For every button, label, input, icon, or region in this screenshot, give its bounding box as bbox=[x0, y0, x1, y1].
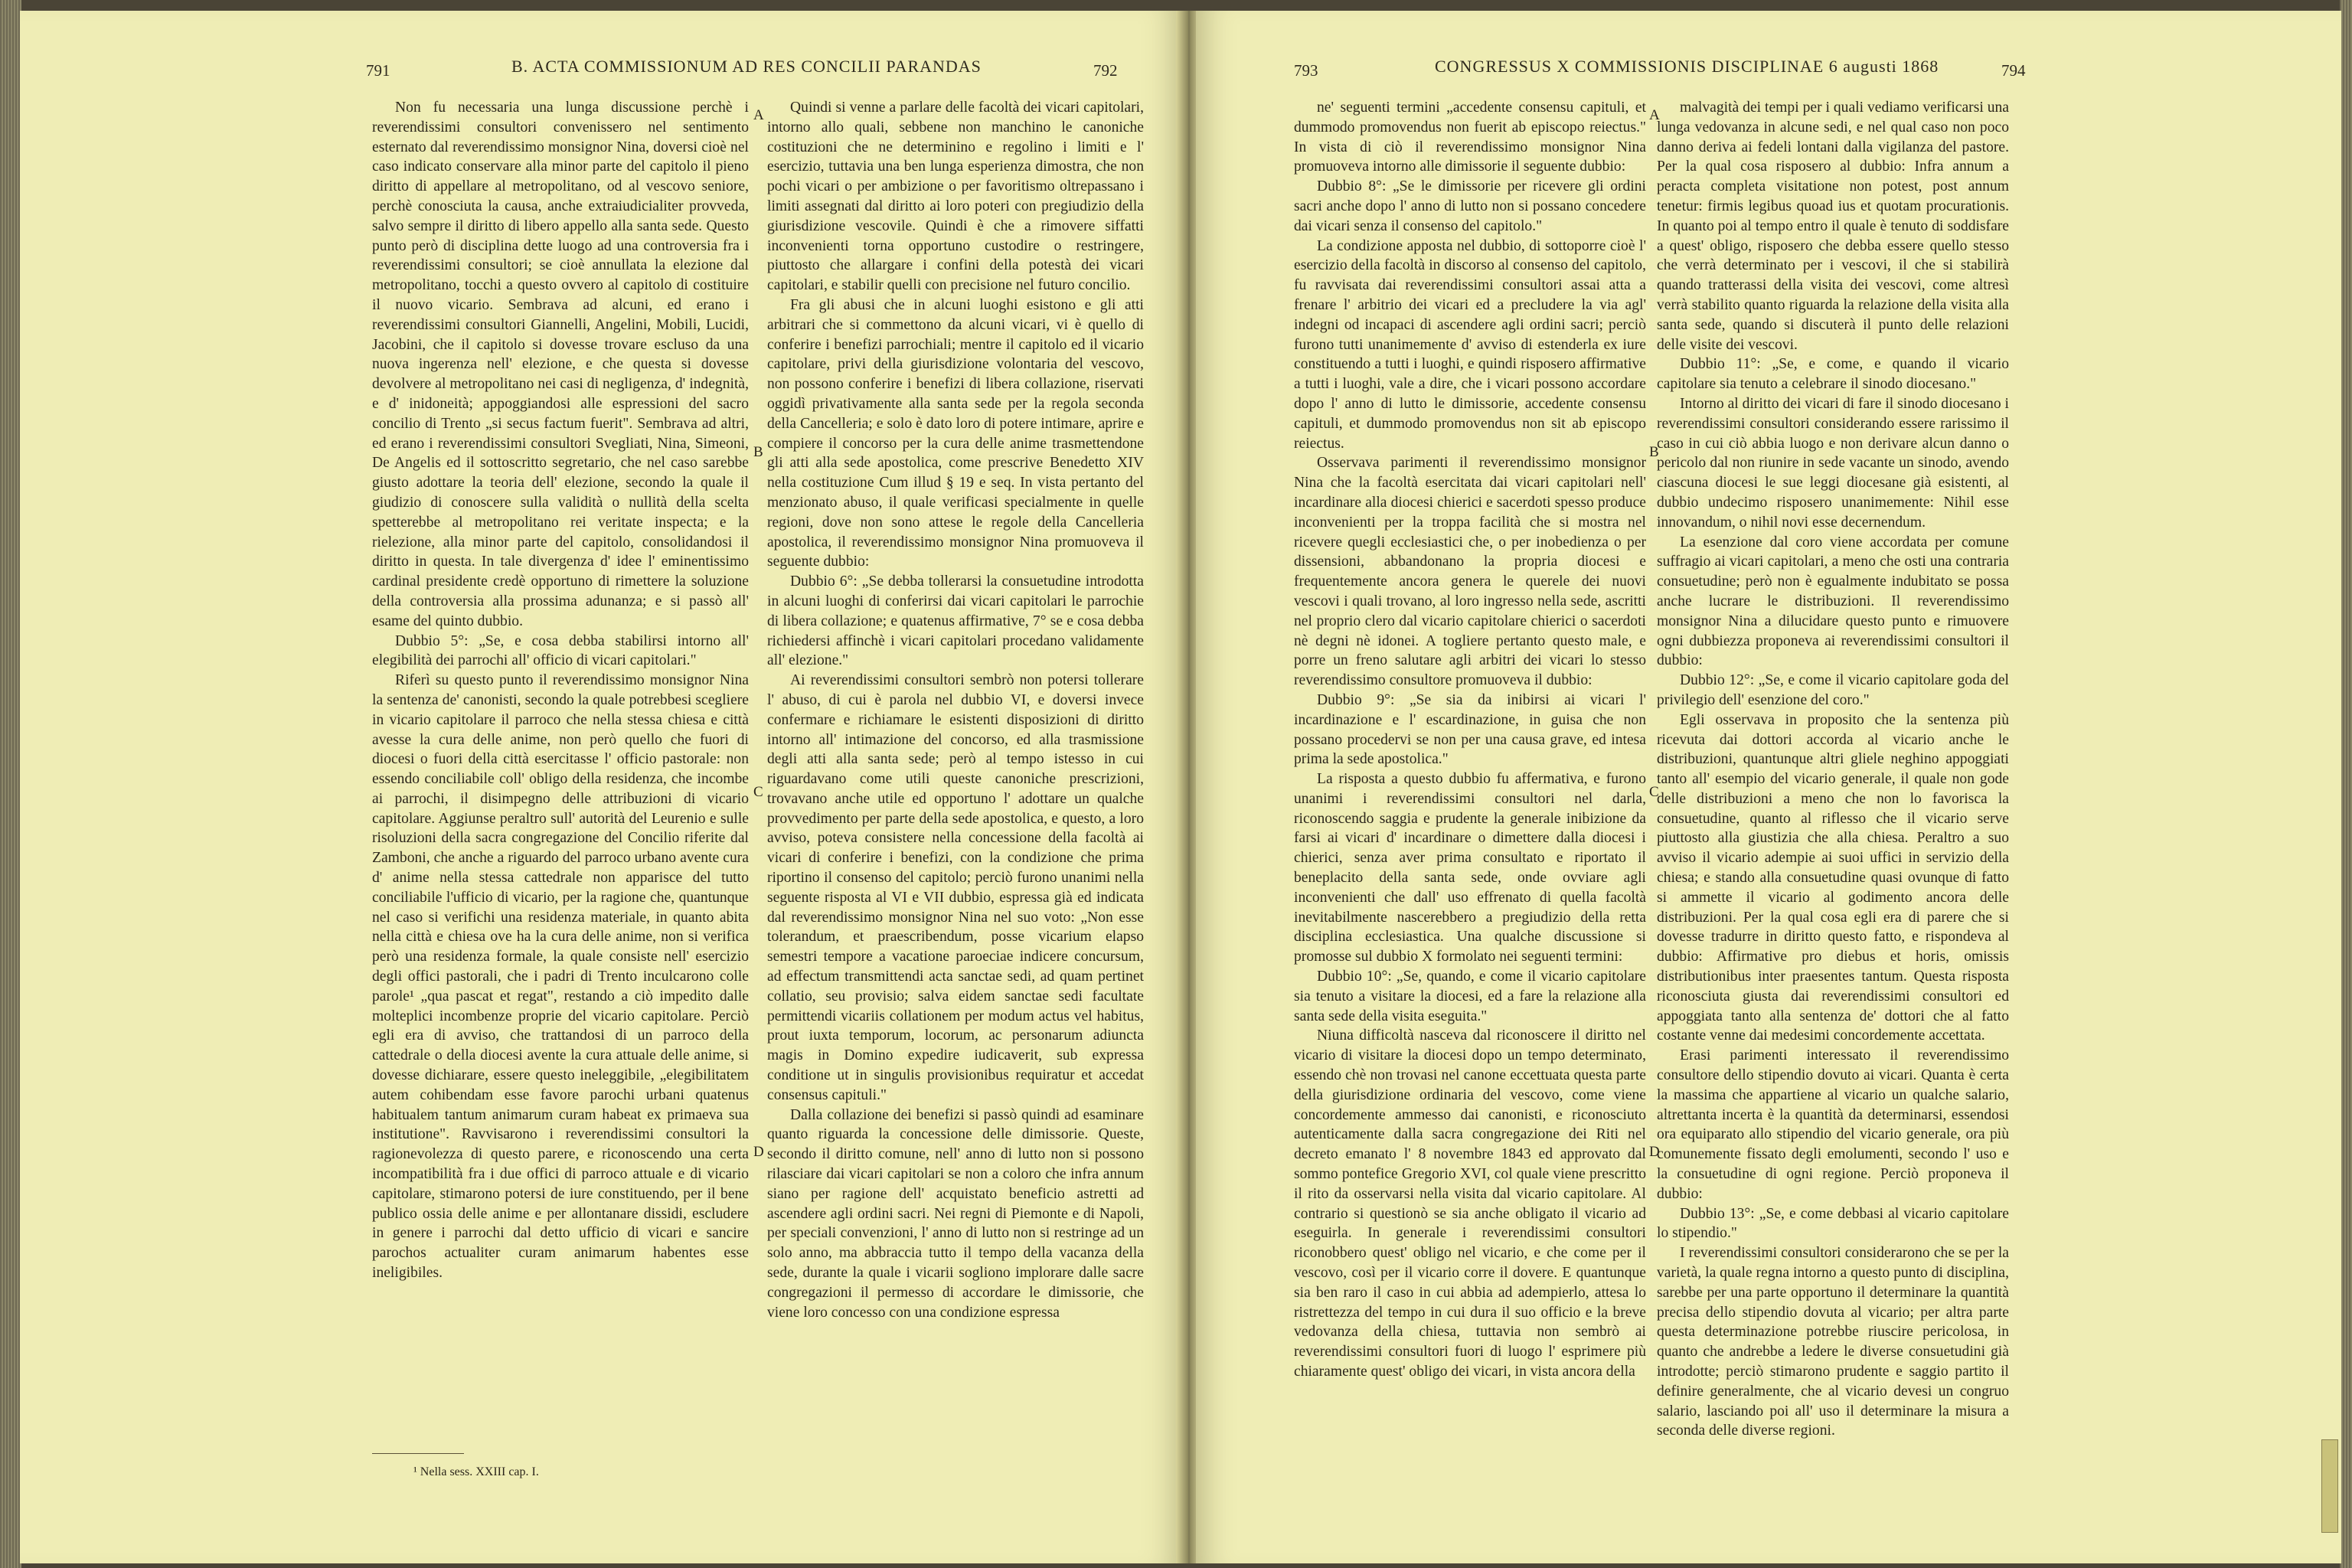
paragraph: Niuna difficoltà nasceva dal riconoscere il diritto nel vicario di visitare la diocesi dopo un tempo determinato, essendo chè non trovasi nel canone eccettuata questa parte della giurisdizione ordinaria del vescovo, come viene concordemente ammesso dai canonisti, e riconosciuto autenticamente dalla sacra congregazione dei Riti nel decreto emanato l' 8 novembre 1843 ed approvato dal sommo pontefice Gregorio XVI, col quale viene prescritto il rito da osservarsi nella visita dal vicario capitolare. Al contrario si questionò se sia anche obligato il vicario ad eseguirla. In generale i reverendissimi consultori riconobbero quest' obligo nel vicario, e che come per il vescovo, così per il vicario corre il dovere. E quantunque sia ben raro il caso in cui abbia ad adempierlo, attesa lo ristrettezza del tempo in cui dura il suo officio e la breve vedovanza della chiesa, tuttavia non sembrò ai reverendissimi consultori fuori di luogo l' esprimere più chiaramente quest' obligo dei vicari, in vista ancora della bbox=[1294, 1027, 1646, 1380]
paragraph: Dubbio 9°: „Se sia da inibirsi ai vicari l' incardinazione e l' escardinazione, in guisa che non possano procedervi se non per una causa grave, ed intesa prima la sede apostolica." bbox=[1294, 691, 1646, 768]
paragraph: Dubbio 12°: „Se, e come il vicario capitolare goda del privilegio dell' esenzione del coro." bbox=[1657, 672, 2009, 708]
page-number-792: 792 bbox=[1093, 61, 1118, 80]
paragraph: Non fu necessaria una lunga discussione perchè i reverendissimi consultori convenissero nel sentimento esternato dal reverendissimo monsignor Nina, doversi cioè nel caso indicato conservare alla minor parte del capitolo il pieno diritto di appellare al metropolitano, od al vescovo seniore, perchè conosciuta la causa, anche extraiudicialiter provveda, salvo sempre il diritto di libero appello alla santa sede. Questo punto però di disciplina dette luogo ad una controversia fra i reverendissimi consultori; se cioè annullata la elezione dal metropolitano, tocchi a questo ovvero al capitolo di costituire il nuovo vicario. Sembrava ad alcuni, ed erano i reverendissimi consultori Giannelli, Angelini, Mobili, Lucidi, Jacobini, che il capitolo si dovesse trovare escluso da una nuova ingerenza nell' elezione, e che questa si dovesse devolvere al metropolitano nei casi di negligenza, d' indegnità, e d' inidoneità; appoggiandosi alle espressioni del sacro concilio di Trento „si secus factum fuerit". Sembrava ad altri, ed erano i reverendissimi consultori Svegliati, Nina, Simeoni, De Angelis ed il sottoscritto segretario, che nel caso sarebbe giusto adottare la teoria dell' elezione, secondo la quale il giudizio di conoscere sulla validità o nullità della scelta spetterebbe al metropolitano rei veritate inspecta; e la rielezione, alla minor parte del capitolo, consolidandosi il diritto in questa. In tale divergenza d' idee l' eminentissimo cardinal presidente credè opportuno di rimettere la soluzione della controversia alla prossima adunanza; e si passò all' esame del quinto dubbio. bbox=[372, 100, 749, 629]
bookmark-tab bbox=[2321, 1439, 2338, 1533]
paragraph: Erasi parimenti interessato il reverendissimo consultore dello stipendio dovuto ai vicari. Quanta è certa la massima che appartiene al vicario un qualche salario, altrettanta incerta è la quantità da determinarsi, essendosi ora equiparato allo stipendio del vicario generale, ora più comunemente fissato degli emolumenti, secondo l' uso e la consuetudine di ogni regione. Perciò proponeva il dubbio: bbox=[1657, 1047, 2009, 1202]
running-head-left: B. ACTA COMMISSIONUM AD RES CONCILII PARANDAS bbox=[511, 57, 982, 76]
section-marker: D bbox=[753, 1144, 764, 1160]
paragraph: Quindi si venne a parlare delle facoltà dei vicari capitolari, intorno allo quali, sebbene non manchino le canoniche costituzioni che ne determinino e regolino i limiti e l' esercizio, tuttavia una ben lunga esperienza dimostra, che non pochi vicari o per ambizione o per favoritismo oltrepassano i limiti assegnati dal diritto ai loro poteri con pregiudizio della giurisdizione vescovile. Quindi è che a rimovere siffatti inconvenienti torna opportuno custodire o restringere, piuttosto che allargare i confini della potestà dei vicari capitolari, e stabilir quelli con precisione nel futuro concilio. bbox=[767, 100, 1144, 294]
paragraph: Dubbio 13°: „Se, e come debbasi al vicario capitolare lo stipendio." bbox=[1657, 1205, 2009, 1242]
left-page-column-1 bbox=[372, 98, 749, 1283]
section-marker: C bbox=[753, 784, 763, 800]
paragraph: Dalla collazione dei benefizi si passò quindi ad esaminare quanto riguarda la concessione delle dimissorie. Queste, secondo il diritto comune, nell' anno di lutto non si possono rilasciare dai vicari capitolari se non a coloro che infra annum siano per ragione dell' acquistato beneficio astretti ad ascendere agli ordini sacri. Nei regni di Piemonte e di Napoli, per speciali convenzioni, l' anno di lutto non si restringe ad un solo anno, ma abbraccia tutto il tempo della vacanza della sede, durante la quale i vicarii sogliono implorare dalle sacre congregazioni il permesso di accordare le dimissorie, che viene loro concesso con una condizione espressa bbox=[767, 1106, 1144, 1321]
paragraph: Dubbio 10°: „Se, quando, e come il vicario capitolare sia tenuto a visitare la diocesi, ed a fare la relazione alla santa sede della visita eseguita." bbox=[1294, 969, 1646, 1024]
paragraph: Intorno al diritto dei vicari di fare il sinodo diocesano i reverendissimi consultori considerando essere rarissimo il caso in cui ciò abbia luogo e non derivare alcun danno o pericolo dal non riunire in sede vacante un sinodo, avendo ciascuna diocesi le sue leggi diocesane già esistenti, al dubbio undecimo risposero unanimemente: Nihil esse innovandum, o nihil novi esse decernendum. bbox=[1657, 395, 2009, 531]
paragraph: malvagità dei tempi per i quali vediamo verificarsi una lunga vedovanza in alcune sedi, e nel qual caso non poco danno deriva ai fedeli lontani dalla vigilanza del pastore. Per la qual cosa risposero al dubbio: Infra annum a peracta completa visitatione non potest, post annum tenetur: firmis legibus quoad ius et quotam procurationis. In quanto poi al tempo entro il quale è tenuto di soddisfare a quest' obligo, risposero che debba essere quello stesso che verrà determinato per i vescovi, il che si stabilirà quando tratterassi della visita dei vescovi, come altresì verrà stabilito quanto riguarda la relazione della visita alla santa sede, quando si discuterà il punto delle relazioni delle visite dei vescovi. bbox=[1657, 100, 2009, 353]
paragraph: Fra gli abusi che in alcuni luoghi esistono e gli atti arbitrari che si commettono da alcuni vicari, vi è quello di conferire i benefizi parrochiali; mentre il capitolo ed il vicario capitolare, privi della giurisdizione volontaria del vescovo, non possono conferire i benefizi di libera collazione, riservati oggidì privativamente alla santa sede per la regola seconda della Cancelleria; e solo è dato loro di potere intimare, aprire e compiere il concorso per la cura delle anime trasmettendone gli atti alla sede apostolica, come prescrive Benedetto XIV nella costituzione Cum illud § 19 e seq. In vista pertanto del menzionato abuso, il quale verificasi specialmente in quelle regioni, dove non sono attese le regole della Cancelleria apostolica, il reverendissimo monsignor Nina promuoveva il seguente dubbio: bbox=[767, 296, 1144, 570]
paragraph: Dubbio 6°: „Se debba tollerarsi la consuetudine introdotta in alcuni luoghi di conferirsi dai vicari capitolari le parrochie di libera collazione; e quatenus affirmative, 7° se e cosa debba richiedersi affinchè i vicari capitolari procedano validamente all' elezione." bbox=[767, 573, 1144, 669]
page-number-794: 794 bbox=[2001, 61, 2026, 80]
paragraph: Osservava parimenti il reverendissimo monsignor Nina che la facoltà esercitata dai vicari capitolari nell' incardinare alla diocesi chierici e sacerdoti spesso produce inconvenienti per la troppa facilità che si mostra nel ricevere quegli ecclesiastici che, o per inobedienza o per dissensioni, abbandonano la propria diocesi e frequentemente ancora genera le querele dei nuovi vescovi i quali trovano, al loro ingresso nella sede, ascritti nel proprio clero dal vicario capitolare chierici o sacerdoti nè degni nè idonei. A togliere pertanto questo male, e porre un freno salutare agli arbitri dei vicari lo stesso reverendissimo consultore promuoveva il dubbio: bbox=[1294, 455, 1646, 689]
paragraph: Riferì su questo punto il reverendissimo monsignor Nina la sentenza de' canonisti, secondo la quale potrebbesi scegliere in vicario capitolare il parroco che nella stessa chiesa e città avesse la cura delle anime, non però quello che fuori di diocesi o fuori della città esercitasse l' officio pastorale: non essendo conciliabile coll' obligo della residenza, che incombe ai parrochi, il disimpegno delle attribuzioni di vicario capitolare. Aggiunse peraltro sull' autorità del Leurenio e sulle risoluzioni della sacra congregazione del Concilio riferite dal Zamboni, che anche a riguardo del parroco urbano avente cura d' anime nella stessa cattedrale non apparisce del tutto conciliabile l'ufficio di vicario, per la ragione che, quantunque nel caso si verifichi una residenza materiale, in quanto abita nella città e chiesa ove ha la cura delle anime, non si verifica però una residenza formale, la quale consiste nell' esercizio degli offici pastorali, che i padri di Trento inculcarono colle parole¹ „qua pascat et regat", restando a ciò impedito dalle molteplici incombenze proprie del vicario capitolare. Perciò egli era di avviso, che trattandosi di un parroco della cattedrale o della diocesi avente la cura attuale delle anime, si dovesse dichiarare, essere questo ineleggibile, „elegibilitatem autem cohibendam esse favore parochi urbani quatenus habitualem tantum animarum curam habeat ex primaeva sua institutione". Ravvisarono i reverendissimi consultori la ragionevolezza di questo parere, e riconoscendo una certa incompatibilità fra i due offici di parroco attuale e di vicario capitolare, stimarono potersi de iure constituendo, per il bene publico ossia delle anime e per allontanare dissidi, escludere in genere i parrochi dal detto ufficio di vicari e sancire parochos actualiter curam animarum habentes esse ineligibiles. bbox=[372, 672, 749, 1282]
section-marker: A bbox=[753, 107, 764, 123]
paragraph: Dubbio 8°: „Se le dimissorie per ricevere gli ordini sacri anche dopo l' anno di lutto non si possano concedere dai vicari senza il consenso del capitolo." bbox=[1294, 178, 1646, 234]
right-page-column-2 bbox=[1657, 98, 2009, 1441]
footnote-rule bbox=[372, 1453, 464, 1454]
paragraph: I reverendissimi consultori considerarono che se per la varietà, la quale regna intorno a questo punto di disciplina, sarebbe per una parte opportuno il determinare la quantità precisa dello stipendio dovuta al vicario; per altra parte questa determinazione potrebbe riuscire pericolosa, in quanto che andrebbe a ledere le diverse consuetudini già introdotte; perciò stimarono prudente e saggio partito il definire generalmente, che al vicario devesi un congruo salario, lasciando poi all' uso il determinare la misura a seconda delle diverse regioni. bbox=[1657, 1245, 2009, 1439]
paragraph: Dubbio 5°: „Se, e cosa debba stabilirsi intorno all' elegibilità dei parrochi all' officio di vicari capitolari." bbox=[372, 632, 749, 669]
running-head-right: CONGRESSUS X COMMISSIONIS DISCIPLINAE 6 augusti 1868 bbox=[1435, 57, 1939, 76]
page-number-791: 791 bbox=[366, 61, 390, 80]
paragraph: Ai reverendissimi consultori sembrò non potersi tollerare l' abuso, di cui è parola nel dubbio VI, e doversi invece confermare e richiamare le esistenti disposizioni di diritto intorno all' intimazione del concorso, ed alla trasmissione degli atti alla santa sede; però al tempo istesso in cui riguardavano come utili queste canoniche prescrizioni, trovavano anche utile ed opportuno l' adottare un qualche provvedimento per parte della sede apostolica, e questo, a loro avviso, poteva consistere nella concessione della facoltà ai vicari di conferire i benefizi, con la condizione che prima riportino il consenso del capitolo; perciò furono unanimi nella seguente risposta al VI e VII dubbio, espressa già ed indicata dal reverendissimo monsignor Nina nel suo voto: „Non esse tolerandum, et praescribendum, posse vicarium elapso semestri tempore a vacatione paroeciae indicere concursum, ad effectum transmittendi acta sanctae sedi, ad quam pertinet collatio, seu provisio; salva eidem sanctae sedi facultate permittendi vicariis collationem per modum actus vel habitus, prout iuxta temporum, locorum, ac personarum adiuncta magis in Domino expedire iudicaverit, sub expressa conditione ut in singulis provisionibus requiratur et accedat consensus capituli." bbox=[767, 672, 1144, 1103]
page-number-793: 793 bbox=[1294, 61, 1318, 80]
paragraph: La esenzione dal coro viene accordata per comune suffragio ai vicari capitolari, a meno che osti una contraria consuetudine; però non è egualmente indubitato se possa anche lucrare le distribuzioni. Il reverendissimo monsignor Nina a dilucidare questo punto e rimuovere ogni dubbiezza proponeva ai reverendissimi consultori il dubbio: bbox=[1657, 534, 2009, 669]
section-marker: B bbox=[753, 444, 763, 460]
paragraph: Egli osservava in proposito che la sentenza più ricevuta dai dottori accorda al vicario anche le distribuzioni, quantunque altri gliele neghino appoggiati tanto all' esempio del vicario generale, il quale non gode delle distribuzioni a meno che non lo favorisca la consuetudine, quanto al riflesso che il vicario serve piuttosto alla giustizia che alla chiesa. Peraltro a suo avviso il vicario adempie ai suoi uffici in servizio della chiesa; e stando alla consuetudine quasi ovunque di fatto si ammette il vicario al godimento ancora delle distribuzioni. Per la qual cosa egli era di parere che si dovesse tradurre in diritto questo fatto, e rispondeva al dubbio: Affirmative pro diebus et horis, omissis distributionibus inter praesentes tantum. Questa risposta riconosciuta giusta dai reverendissimi consultori ed appoggiata tanto alla sentenza de' dottori che al fatto costante venne dai medesimi concordemente accettata. bbox=[1657, 711, 2009, 1044]
right-page-column-1 bbox=[1294, 98, 1646, 1382]
page-edges-left bbox=[0, 0, 21, 1568]
footnote: ¹ Nella sess. XXIII cap. I. bbox=[413, 1465, 539, 1478]
page-edges-right bbox=[2340, 0, 2352, 1568]
section-marker: A bbox=[1649, 107, 1660, 123]
section-marker: D bbox=[1649, 1144, 1660, 1160]
section-marker: C bbox=[1649, 784, 1659, 800]
section-marker: B bbox=[1649, 444, 1659, 460]
left-page-column-2 bbox=[767, 98, 1144, 1322]
paragraph: La condizione apposta nel dubbio, di sottoporre cioè l' esercizio della facoltà in discorso al consenso del capitolo, fu ravvisata dai reverendissimi consultori assai atta a frenare l' arbitrio dei vicari ed a precludere la via agl' indegni od incapaci di ascendere agli ordini sacri; perciò furono tutti unanimemente d' avviso di estenderla ex iure constituendo a tutti i luoghi, e quindi risposero affirmative a tutti i luoghi, vale a dire, che i vicari possono accordare dopo l' anno di lutto le dimissorie, accedente consensu capituli, et dummodo promovendus non sit ab episcopo reiectus. bbox=[1294, 237, 1646, 452]
paragraph: La risposta a questo dubbio fu affermativa, e furono unanimi i reverendissimi consultori nel darla, riconoscendo saggia e prudente la generale inibizione da farsi ai vicari d' incardinare o dimettere dalla diocesi i chierici, senza aver prima consultato e riportato il beneplacito della santa sede, onde ovviare agli inconvenienti che dall' uso effrenato di quella facoltà inevitabilmente nascerebbero a pregiudizio della retta disciplina ecclesiastica. Una qualche discussione si promosse sul dubbio X formolato nei seguenti termini: bbox=[1294, 771, 1646, 965]
paragraph: ne' seguenti termini „accedente consensu capituli, et dummodo promovendus non fuerit ab episcopo reiectus." In vista di ciò il reverendissimo monsignor Nina promuoveva intorno alle dimissorie il seguente dubbio: bbox=[1294, 100, 1646, 175]
paragraph: Dubbio 11°: „Se, e come, e quando il vicario capitolare sia tenuto a celebrare il sinodo diocesano." bbox=[1657, 356, 2009, 393]
